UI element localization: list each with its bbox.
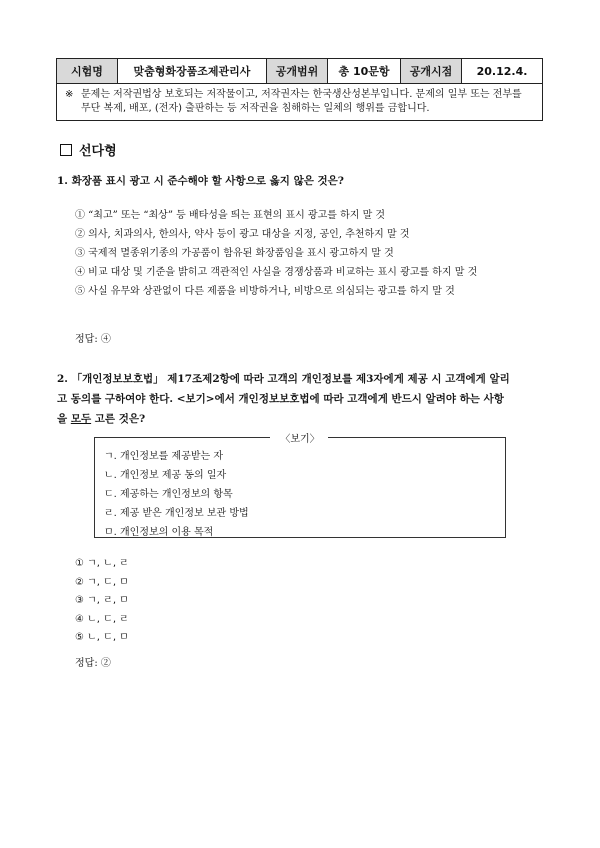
- bogi-title: 〈보기〉: [280, 434, 320, 445]
- question-2-line-3-pre: 을: [57, 413, 71, 425]
- question-2-option-3: ③ ㄱ, ㄹ, ㅁ: [75, 595, 129, 606]
- release-date: 20.12.4.: [462, 59, 542, 83]
- section-title-text: 선다형: [79, 144, 117, 159]
- scope-label: 공개범위: [267, 59, 328, 83]
- checkbox-square-icon: [60, 144, 72, 156]
- question-2-line-3-post: 고른 것은?: [91, 413, 146, 425]
- question-2-answer: 정답: ②: [75, 658, 111, 669]
- bogi-item-4: ㄹ. 제공 받은 개인정보 보관 방법: [104, 508, 249, 519]
- exam-info-row: [57, 59, 542, 84]
- exam-header-table: [56, 58, 543, 121]
- bogi-item-2: ㄴ. 개인정보 제공 동의 일자: [104, 470, 227, 481]
- question-2-title: [57, 369, 557, 429]
- exam-name-value: 맞춤형화장품조제관리사: [118, 59, 267, 83]
- question-2-line-3: [57, 409, 557, 429]
- notice-text: 문제는 저작권법상 보호되는 저작물이고, 저작권자는 한국생산성본부입니다. 문제의 일부 또는 전부를 무단 복제, 배포, (전자) 출판하는 등 저작권을 침해하는 일체의 행위를 금합니다.: [81, 89, 522, 114]
- release-label: 공개시점: [401, 59, 462, 83]
- question-1-option-3: ③ 국제적 멸종위기종의 가공품이 함유된 화장품임을 표시 광고하지 말 것: [75, 248, 394, 259]
- question-1-option-4: ④ 비교 대상 및 기준을 밝히고 객관적인 사실을 경쟁상품과 비교하는 표시 광고를 하지 말 것: [75, 267, 478, 278]
- question-1-options: [75, 206, 477, 301]
- section-title: [60, 140, 117, 159]
- notice-mark: ※: [65, 89, 74, 100]
- question-2-option-5: ⑤ ㄴ, ㄷ, ㅁ: [75, 632, 129, 643]
- question-2-option-1: ① ㄱ, ㄴ, ㄹ: [75, 558, 129, 569]
- question-1-option-2: ② 의사, 치과의사, 한의사, 약사 등이 광고 대상을 지정, 공인, 추천하지 말 것: [75, 229, 410, 240]
- question-1-option-5: ⑤ 사실 유무와 상관없이 다른 제품을 비방하거나, 비방으로 의심되는 광고를 하지 말 것: [75, 286, 455, 297]
- bogi-item-1: ㄱ. 개인정보를 제공받는 자: [104, 451, 223, 462]
- bogi-item-5: ㅁ. 개인정보의 이용 목적: [104, 527, 214, 538]
- question-1-answer: 정답: ④: [75, 334, 111, 345]
- bogi-items: [104, 447, 249, 542]
- question-2-option-4: ④ ㄴ, ㄷ, ㄹ: [75, 613, 129, 625]
- bogi-item-3: ㄷ. 제공하는 개인정보의 항목: [104, 489, 233, 500]
- question-2-line-1: 2. 「개인정보보호법」 제17조제2항에 따라 고객의 개인정보를 제3자에게 제공 시 고객에게 알리: [57, 373, 510, 385]
- scope-value: 총 10문항: [328, 59, 401, 83]
- exam-name-label: 시험명: [57, 59, 118, 83]
- question-1-title: 1. 화장품 표시 광고 시 준수해야 할 사항으로 옳지 않은 것은?: [57, 175, 344, 187]
- question-2-option-2: ② ㄱ, ㄷ, ㅁ: [75, 576, 129, 588]
- question-2-emphasis: 모두: [70, 413, 92, 425]
- question-2-line-2: 고 동의를 구하여야 한다. <보기>에서 개인정보보호법에 따라 고객에게 반드시 알려야 하는 사항: [57, 393, 504, 405]
- question-1-option-1: ① “최고” 또는 “최상” 등 배타성을 띄는 표현의 표시 광고를 하지 말 것: [75, 210, 386, 221]
- copyright-notice: [57, 84, 542, 120]
- question-2-options: [75, 555, 129, 648]
